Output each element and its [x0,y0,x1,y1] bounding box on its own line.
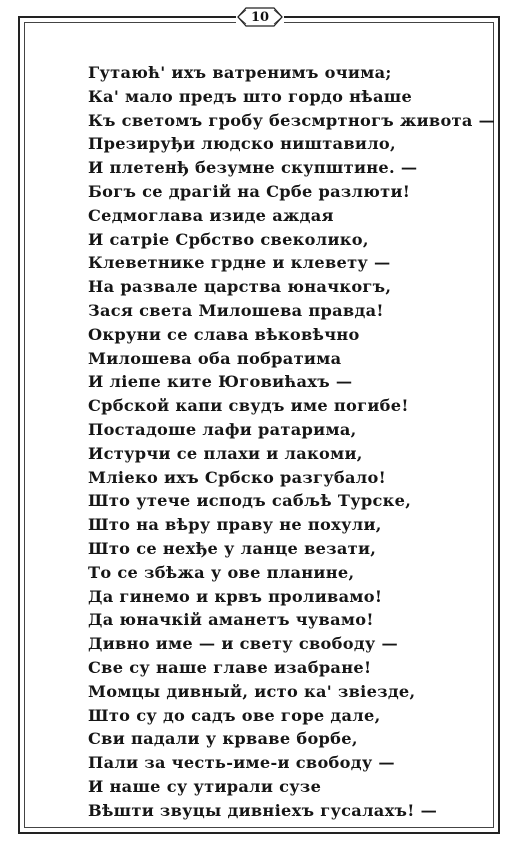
poem-line: И наше су утирали сузе [88,776,322,796]
poem-line: И плетенђ безумне скупштине. — [88,158,418,178]
page-number: 10 [250,9,270,25]
poem-line: Истурчи се плахи и лакоми, [88,443,363,463]
poem-text [88,61,496,823]
poem-line: Милошева оба побратима [88,348,342,368]
poem-line: Што на вѣру праву не похули, [88,515,382,535]
poem-line: Презируђи людско ништавило, [88,134,396,154]
poem-line: Све су наше главе изабране! [88,657,372,677]
poem-line: Гутаюћ' ихъ ватренимъ очима; [88,63,392,82]
poem-line: Да гинемо и крвъ проливамо! [88,586,383,606]
poem-line: Што се нехђе у ланце везати, [88,538,377,558]
poem-line: Окруни се слава вѣковѣчно [88,324,360,344]
poem-line: Дивно име — и свету свободу — [88,634,398,654]
poem-line: Момцы дивный, исто ка' звіезде, [88,681,416,701]
poem-line: Постадоше лафи ратарима, [88,419,357,439]
poem-line: Да юначкій аманетъ чувамо! [88,610,374,630]
poem-line: Клеветнике грдне и клевету — [88,253,391,273]
poem-line: Вѣшти звуцы дивніехъ гусалахъ! — [88,800,438,820]
poem-line: Србской капи свудъ име погибе! [88,396,409,416]
poem-line: И сатріе Србство свеколико, [88,229,369,249]
poem-line: Къ светомъ гробу безсмртногъ живота — [88,110,496,130]
page-number-ornament [236,6,284,28]
poem-line: Мліеко ихъ Србско разгубало! [88,467,387,487]
poem-line: Богъ се драгій на Србе разлюти! [88,181,411,201]
poem-line: То се збѣжа у ове планине, [88,562,355,582]
poem-line: Седмоглава изиде аждая [88,205,334,225]
poem-line: И ліепе ките Юговићахъ — [88,372,353,392]
poem-line: Сви падали у крваве борбе, [88,729,358,749]
poem-line: На развале царства юначкогъ, [88,277,392,297]
poem-line: Ка' мало предъ што гордо нѣаше [88,86,413,106]
poem-line: Зася света Милошева правда! [88,300,384,320]
poem-line: Што су до садъ ове горе дале, [88,705,381,725]
poem-line: Што утече исподъ сабљѣ Турске, [88,491,412,511]
poem-line: Пали за честь-име-и свободу — [88,753,395,773]
